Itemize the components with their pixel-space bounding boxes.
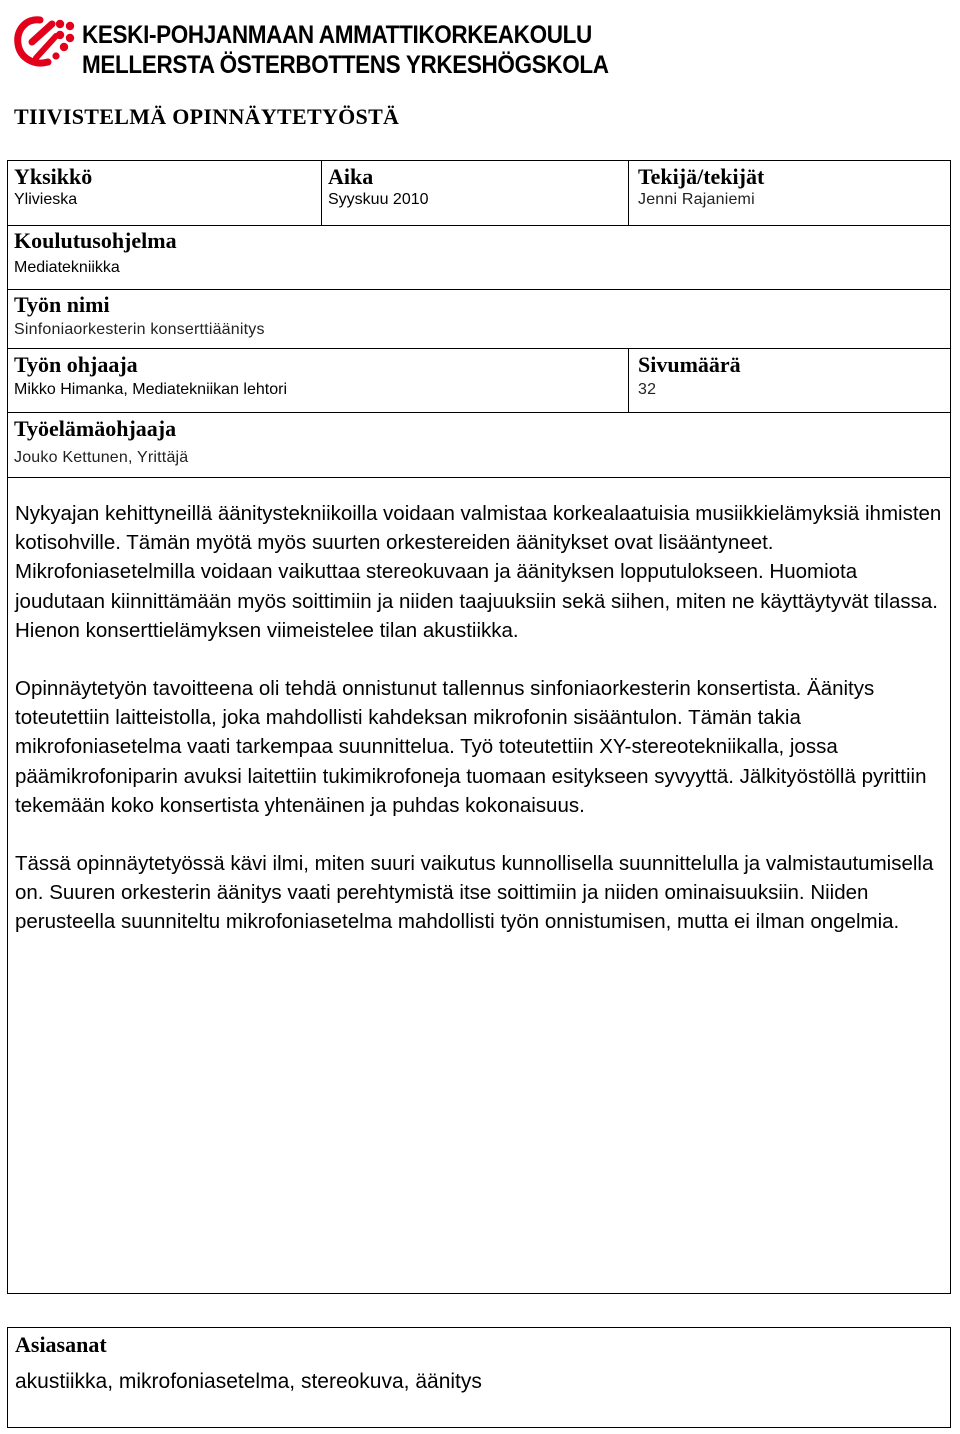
field-value: 32 <box>638 381 657 398</box>
abstract-paragraph: Opinnäytetyön tavoitteena oli tehdä onnistunut tallennus sinfoniaorkesterin konsertista. Äänitys toteutettiin laitteistolla, joka mahdollisti kahdeksan mikrofonin sisääntulon. Tämän takia mikrofoniasetelma vaati tarkempaa suunnittelua. Työ toteutettiin XY-stereotekniikalla, jossa päämikrofoniparin avuksi laitettiin tukimikrofoneja tuomaan esitykseen syvyyttä. Jälkityöstöllä pyrittiin tekemään koko konsertista yhtenäinen ja puhdas kokonaisuus. <box>15 677 927 817</box>
organization-name-finnish: KESKI-POHJANMAAN AMMATTIKORKEAKOULU <box>82 21 592 49</box>
thesis-info-table <box>7 160 951 1294</box>
abstract-paragraph: Tässä opinnäytetyössä kävi ilmi, miten suuri vaikutus kunnollisella suunnittelulla ja valmistautumisella on. Suuren orkesterin äänitys vaati perehtymistä itse soittimiin ja niiden ominaisuuksiin. Niiden perusteella suunniteltu mikrofoniasetelma mahdollisti työn onnistumisen, mutta ei ilman ongelmia. <box>15 852 934 934</box>
field-sivumaara <box>638 352 741 400</box>
field-tyoelamaohjaaja <box>14 416 188 468</box>
field-value: Mikko Himanka, Mediatekniikan lehtori <box>14 381 287 398</box>
field-value: Sinfoniaorkesterin konserttiäänitys <box>14 321 265 338</box>
field-ohjaaja <box>14 352 287 400</box>
document-title: TIIVISTELMÄ OPINNÄYTETYÖSTÄ <box>14 104 400 129</box>
divider <box>8 477 950 478</box>
field-label: Työn nimi <box>14 292 110 317</box>
field-value: Jouko Kettunen, Yrittäjä <box>14 449 189 466</box>
field-value: Jenni Rajaniemi <box>638 191 755 208</box>
divider <box>321 161 322 225</box>
university-logo-icon <box>12 14 76 76</box>
organization-name-swedish: MELLERSTA ÖSTERBOTTENS YRKESHÖGSKOLA <box>82 51 609 79</box>
field-label: Työn ohjaaja <box>14 352 138 377</box>
abstract-paragraph: Nykyajan kehittyneillä äänitystekniikoilla voidaan valmistaa korkealaatuisia musiikkielämyksiä ihmisten kotisohville. Tämän myötä myös suurten orkestereiden äänitykset ovat lisääntyneet. Mikrofoniasetelmilla voidaan vaikuttaa stereokuvaan ja äänityksen lopputulokseen. Huomiota joudutaan kiinnittämään myös soittimiin ja niiden taajuuksiin sekä siihen, miten ne käyttäytyvät tilassa. Hienon konserttielämyksen viimeistelee tilan akustiikka. <box>15 502 942 642</box>
field-label: Yksikkö <box>14 164 93 189</box>
field-label: Tekijä/tekijät <box>638 164 765 189</box>
field-aika <box>328 164 429 210</box>
divider <box>628 348 629 412</box>
field-tekija <box>638 164 764 210</box>
divider <box>8 348 950 349</box>
organization-name <box>82 20 609 80</box>
field-label: Työelämäohjaaja <box>14 416 177 441</box>
keywords-label: Asiasanat <box>15 1332 107 1357</box>
field-value: Ylivieska <box>14 191 78 208</box>
field-label: Sivumäärä <box>638 352 741 377</box>
divider <box>8 412 950 413</box>
abstract-text <box>15 499 945 966</box>
divider <box>8 289 950 290</box>
field-koulutusohjelma <box>14 228 177 278</box>
field-yksikko <box>14 164 92 210</box>
keywords-box <box>7 1327 951 1428</box>
field-value: Mediatekniikka <box>14 259 120 276</box>
divider <box>628 161 629 225</box>
field-tyon-nimi <box>14 292 265 340</box>
divider <box>8 225 950 226</box>
field-value: Syyskuu 2010 <box>328 191 429 208</box>
field-label: Koulutusohjelma <box>14 228 177 253</box>
keywords-value: akustiikka, mikrofoniasetelma, stereokuva, äänitys <box>15 1370 482 1393</box>
field-label: Aika <box>328 164 374 189</box>
